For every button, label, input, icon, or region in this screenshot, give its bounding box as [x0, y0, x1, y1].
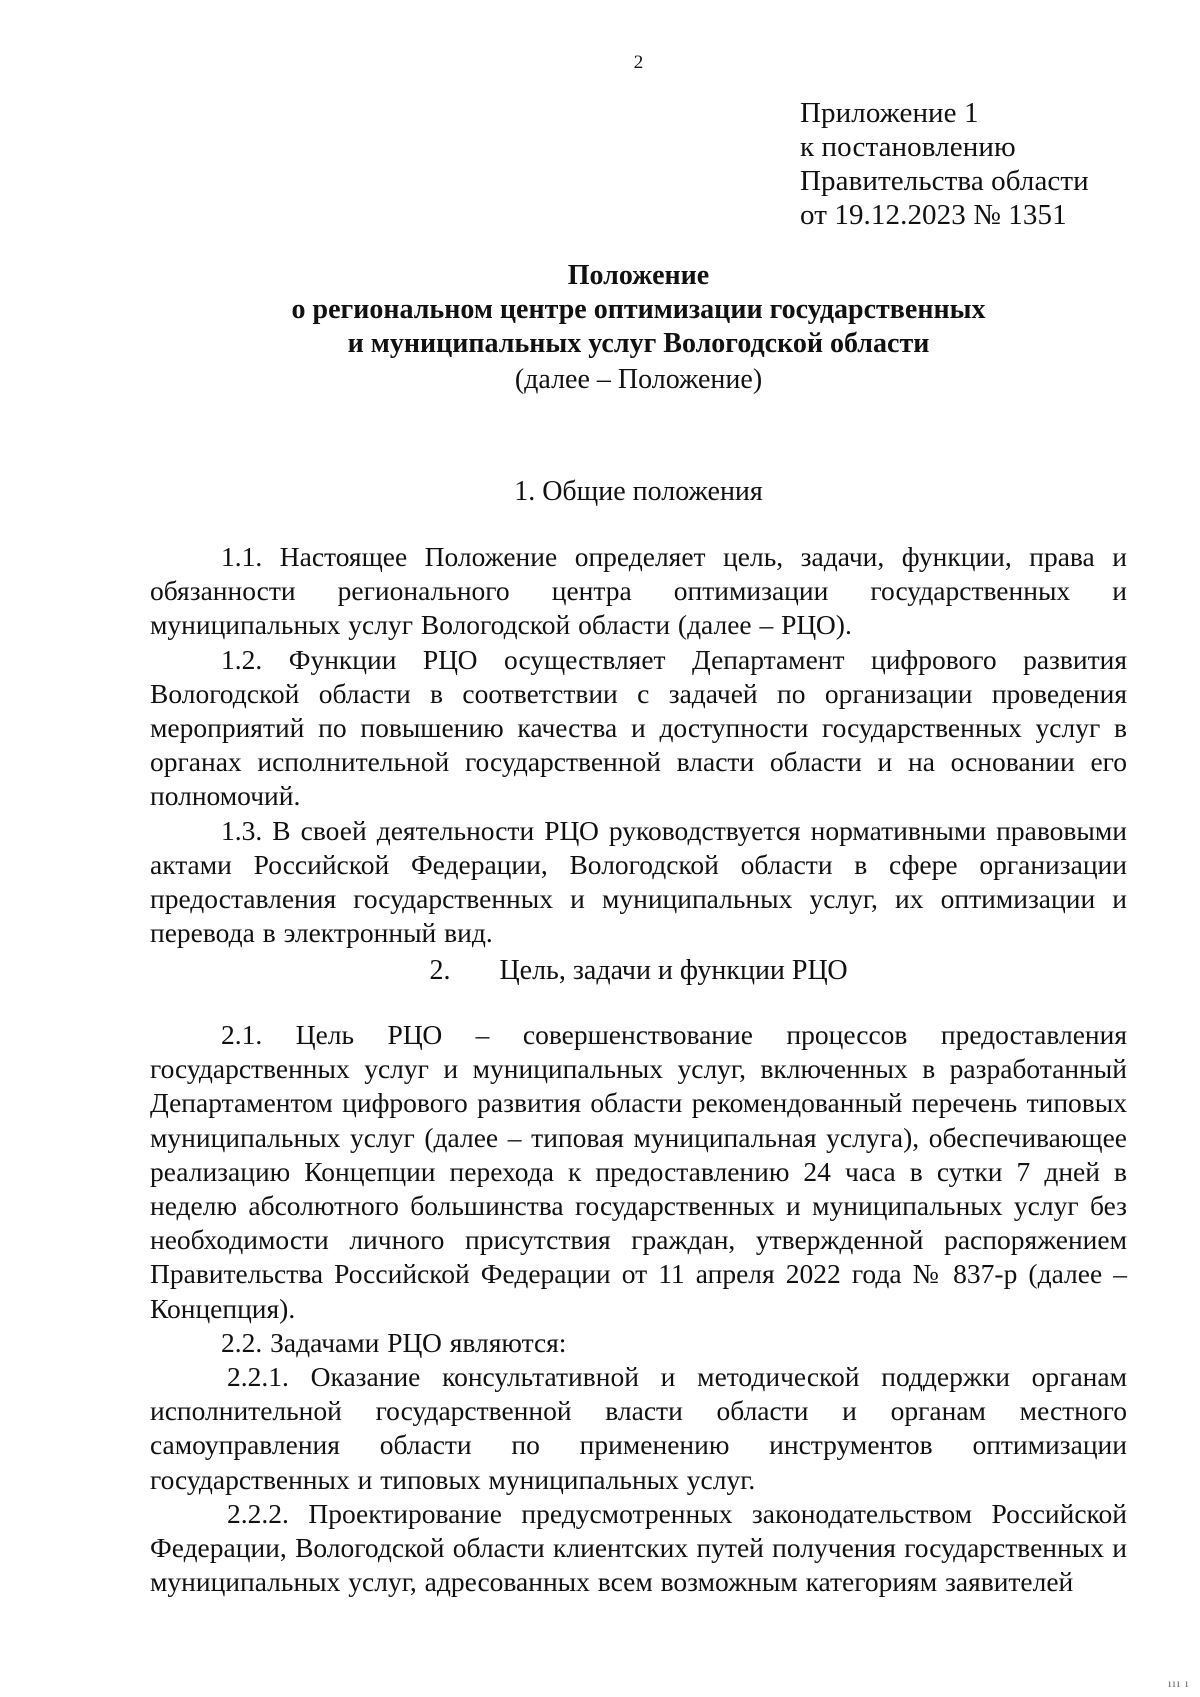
appendix-line: к постановлению: [800, 131, 1016, 163]
title-subtitle: (далее – Положение): [514, 364, 763, 395]
section-2-heading: [150, 955, 1127, 987]
paragraph: 2.2.1. Оказание консультативной и методической поддержки органам исполнительной государственной власти области и органам местного самоуправления области по применению инструментов оптимизации государственных и типовых муниципальных услуг.: [150, 1361, 1127, 1495]
paragraph: 2.2. Задачами РЦО являются:: [221, 1326, 567, 1358]
title-line: Положение: [567, 260, 710, 291]
section-1-heading: 1. Общие положения: [514, 476, 763, 507]
paragraph: 1.3. В своей деятельности РЦО руководствуется нормативными правовыми актами Российской Федерации, Вологодской области в сфере организации предоставления государственных и муниципальных услуг, их оптимизации и перевода в электронный вид.: [150, 814, 1127, 949]
paragraph: 2.2.2. Проектирование предусмотренных законодательством Российской Федерации, Вологодской области клиентских путей получения государственных и муниципальных услуг, адресованных всем возможным категориям заявителей: [150, 1497, 1127, 1598]
paragraph: 1.1. Настоящее Положение определяет цель, задачи, функции, права и обязанности регионального центра оптимизации государственных и муниципальных услуг Вологодской области (далее – РЦО).: [150, 541, 1127, 641]
page-number: 2: [633, 52, 644, 73]
section-1-body: [150, 540, 1127, 950]
section-2-title: Цель, задачи и функции РЦО: [499, 955, 848, 986]
appendix-line: от 19.12.2023 № 1351: [800, 199, 1067, 231]
paragraph: 1.2. Функции РЦО осуществляет Департамент цифрового развития Вологодской области в соответствии с задачей по организации проведения мероприятий по повышению качества и доступности государственных услуг в органах исполнительной государственной власти области и на основании его полномочий.: [150, 643, 1127, 812]
paragraph: 2.1. Цель РЦО – совершенствование процессов предоставления государственных услуг и муниципальных услуг, включенных в разработанный Департаментом цифрового развития области рекомендованный перечень типовых муниципальных услуг (далее – типовая муниципальная услуга), обеспечивающее реализацию Концепции перехода к предоставлению 24 часа в сутки 7 дней в неделю абсолютного большинства государственных и муниципальных услуг без необходимости личного присутствия граждан, утвержденной распоряжением Правительства Российской Федерации от 11 апреля 2022 года № 837-р (далее – Концепция).: [150, 1019, 1127, 1324]
scan-marks: ııı ı: [1168, 1676, 1190, 1690]
section-2-body: [150, 1018, 1127, 1599]
section-2-number: 2.: [429, 955, 451, 986]
appendix-block: [800, 96, 1089, 232]
document-title: [150, 259, 1127, 397]
appendix-line: Правительства области: [800, 165, 1089, 197]
title-line: и муниципальных услуг Вологодской области: [347, 328, 930, 359]
appendix-line: Приложение 1: [800, 97, 979, 129]
title-line: о региональном центре оптимизации государственных: [291, 294, 986, 325]
